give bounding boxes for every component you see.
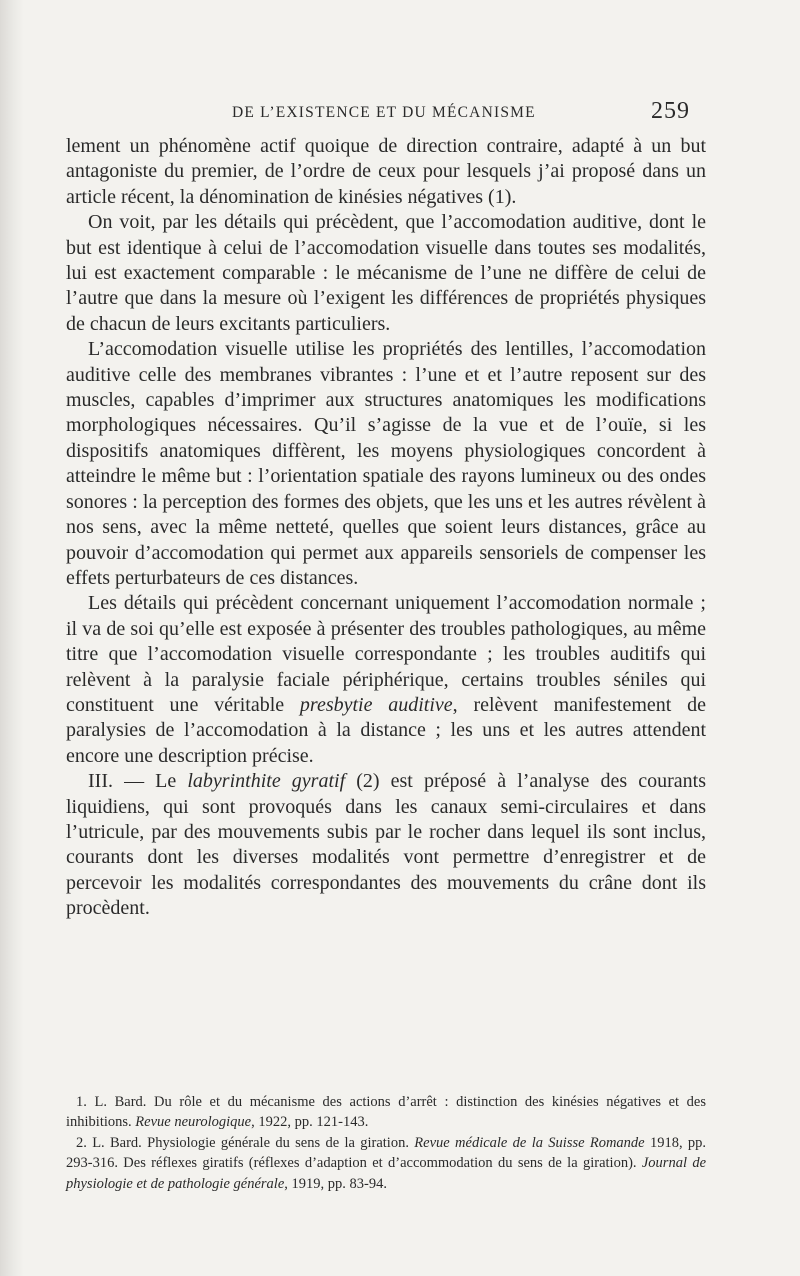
paragraph-3-text: L’accomodation visuelle utilise les propriétés des lentilles, l’accomodation auditive celle des membranes vibrantes : l’une et et l’autre reposent sur des muscles, capables d’imprimer aux structures anatomiques les modifications morphologiques nécessaires. Qu’il s’agisse de la vue et de l’ouïe, si les dispositifs anatomiques diffèrent, les moyens physiologiques concordent à atteindre le même but : l’orientation spatiale des rayons lumineux ou des ondes sonores : la perception des formes des objets, que les uns et les autres révèlent à nos sens, avec la même netteté, quelles que soient leurs distances, grâce au pouvoir d’accomodation qui permet aux appareils sensoriels de compenser les effets perturbateurs de ces distances. <box>66 338 706 589</box>
footnote-2-journal-2: Journal de physiologie et de pathologie générale <box>66 1155 707 1192</box>
footnote-1-text-a: 1. L. Bard. Du rôle et du mécanisme des actions d’arrêt : distinction des kinésies négatives et des inhibitions. <box>66 1094 706 1131</box>
paragraph-5-italic: labyrinthite gyratif <box>187 770 346 793</box>
footnote-1-text-b: , 1922, pp. 121-143. <box>251 1114 369 1131</box>
paragraph-2-text: On voit, par les détails qui précèdent, que l’accomodation auditive, dont le but est identique à celui de l’accomodation visuelle dans toutes ses modalités, lui est exactement comparable : le mécanisme de l’une ne diffère de celui de l’autre que dans la mesure où l’exigent les différences de propriétés physiques de chacun de leurs excitants particuliers. <box>66 211 706 335</box>
paragraph-1-text: lement un phénomène actif quoique de direction contraire, adapté à un but antagoniste du premier, de l’ordre de ceux pour lesquels j’ai proposé dans un article récent, la dénomination de kinésies négatives (1). <box>66 135 706 208</box>
body-text <box>66 134 706 922</box>
paragraph-3 <box>66 337 706 591</box>
paragraph-4 <box>66 591 706 769</box>
paragraph-4-text-b: , relèvent manifestement de paralysies de l’accomodation à la distance ; les uns et les autres attendent encore une description précise. <box>66 693 706 767</box>
footnote-2-text-b: 1918, pp. 293-316. Des réflexes giratifs (réflexes d’adaption et d’accommodation du sens de la giration). <box>66 1134 707 1172</box>
paragraph-2 <box>66 210 706 337</box>
paragraph-5 <box>66 769 706 921</box>
footnote-2 <box>66 1133 706 1194</box>
footnote-1-journal: Revue neurologique <box>135 1114 252 1131</box>
footnote-2-text-c: , 1919, pp. 83-94. <box>284 1175 387 1192</box>
page-number: 259 <box>651 98 690 124</box>
paragraph-5-text-a: III. — Le <box>88 770 188 793</box>
paragraph-4-text-a: Les détails qui précèdent concernant uniquement l’accomodation normale ; il va de soi qu’elle est exposée à présenter des troubles pathologiques, au même titre que l’accomodation visuelle correspondante ; les troubles auditifs qui relèvent à la paralysie faciale périphérique, certains troubles séniles qui constituent une véritable <box>66 592 706 716</box>
paragraph-4-italic: presbytie auditive <box>299 693 453 716</box>
running-title: DE L’EXISTENCE ET DU MÉCANISME <box>232 104 536 121</box>
paragraph-1 <box>66 134 706 210</box>
footnote-2-journal-1: Revue médicale de la Suisse Romande <box>414 1134 645 1151</box>
footnote-1 <box>66 1092 706 1133</box>
footnote-2-text-a: 2. L. Bard. Physiologie générale du sens de la giration. <box>76 1134 415 1151</box>
footnotes <box>66 1092 706 1194</box>
page-header <box>0 98 800 128</box>
paragraph-5-text-b: (2) est préposé à l’analyse des courants liquidiens, qui sont provoqués dans les canaux semi-circulaires et dans l’utricule, par des mouvements subis par le rocher dans lequel ils sont inclus, courants dont les diverses modalités vont permettre d’enregistrer et de percevoir les modalités correspondantes des mouvements du crâne dont ils procèdent. <box>66 770 707 920</box>
